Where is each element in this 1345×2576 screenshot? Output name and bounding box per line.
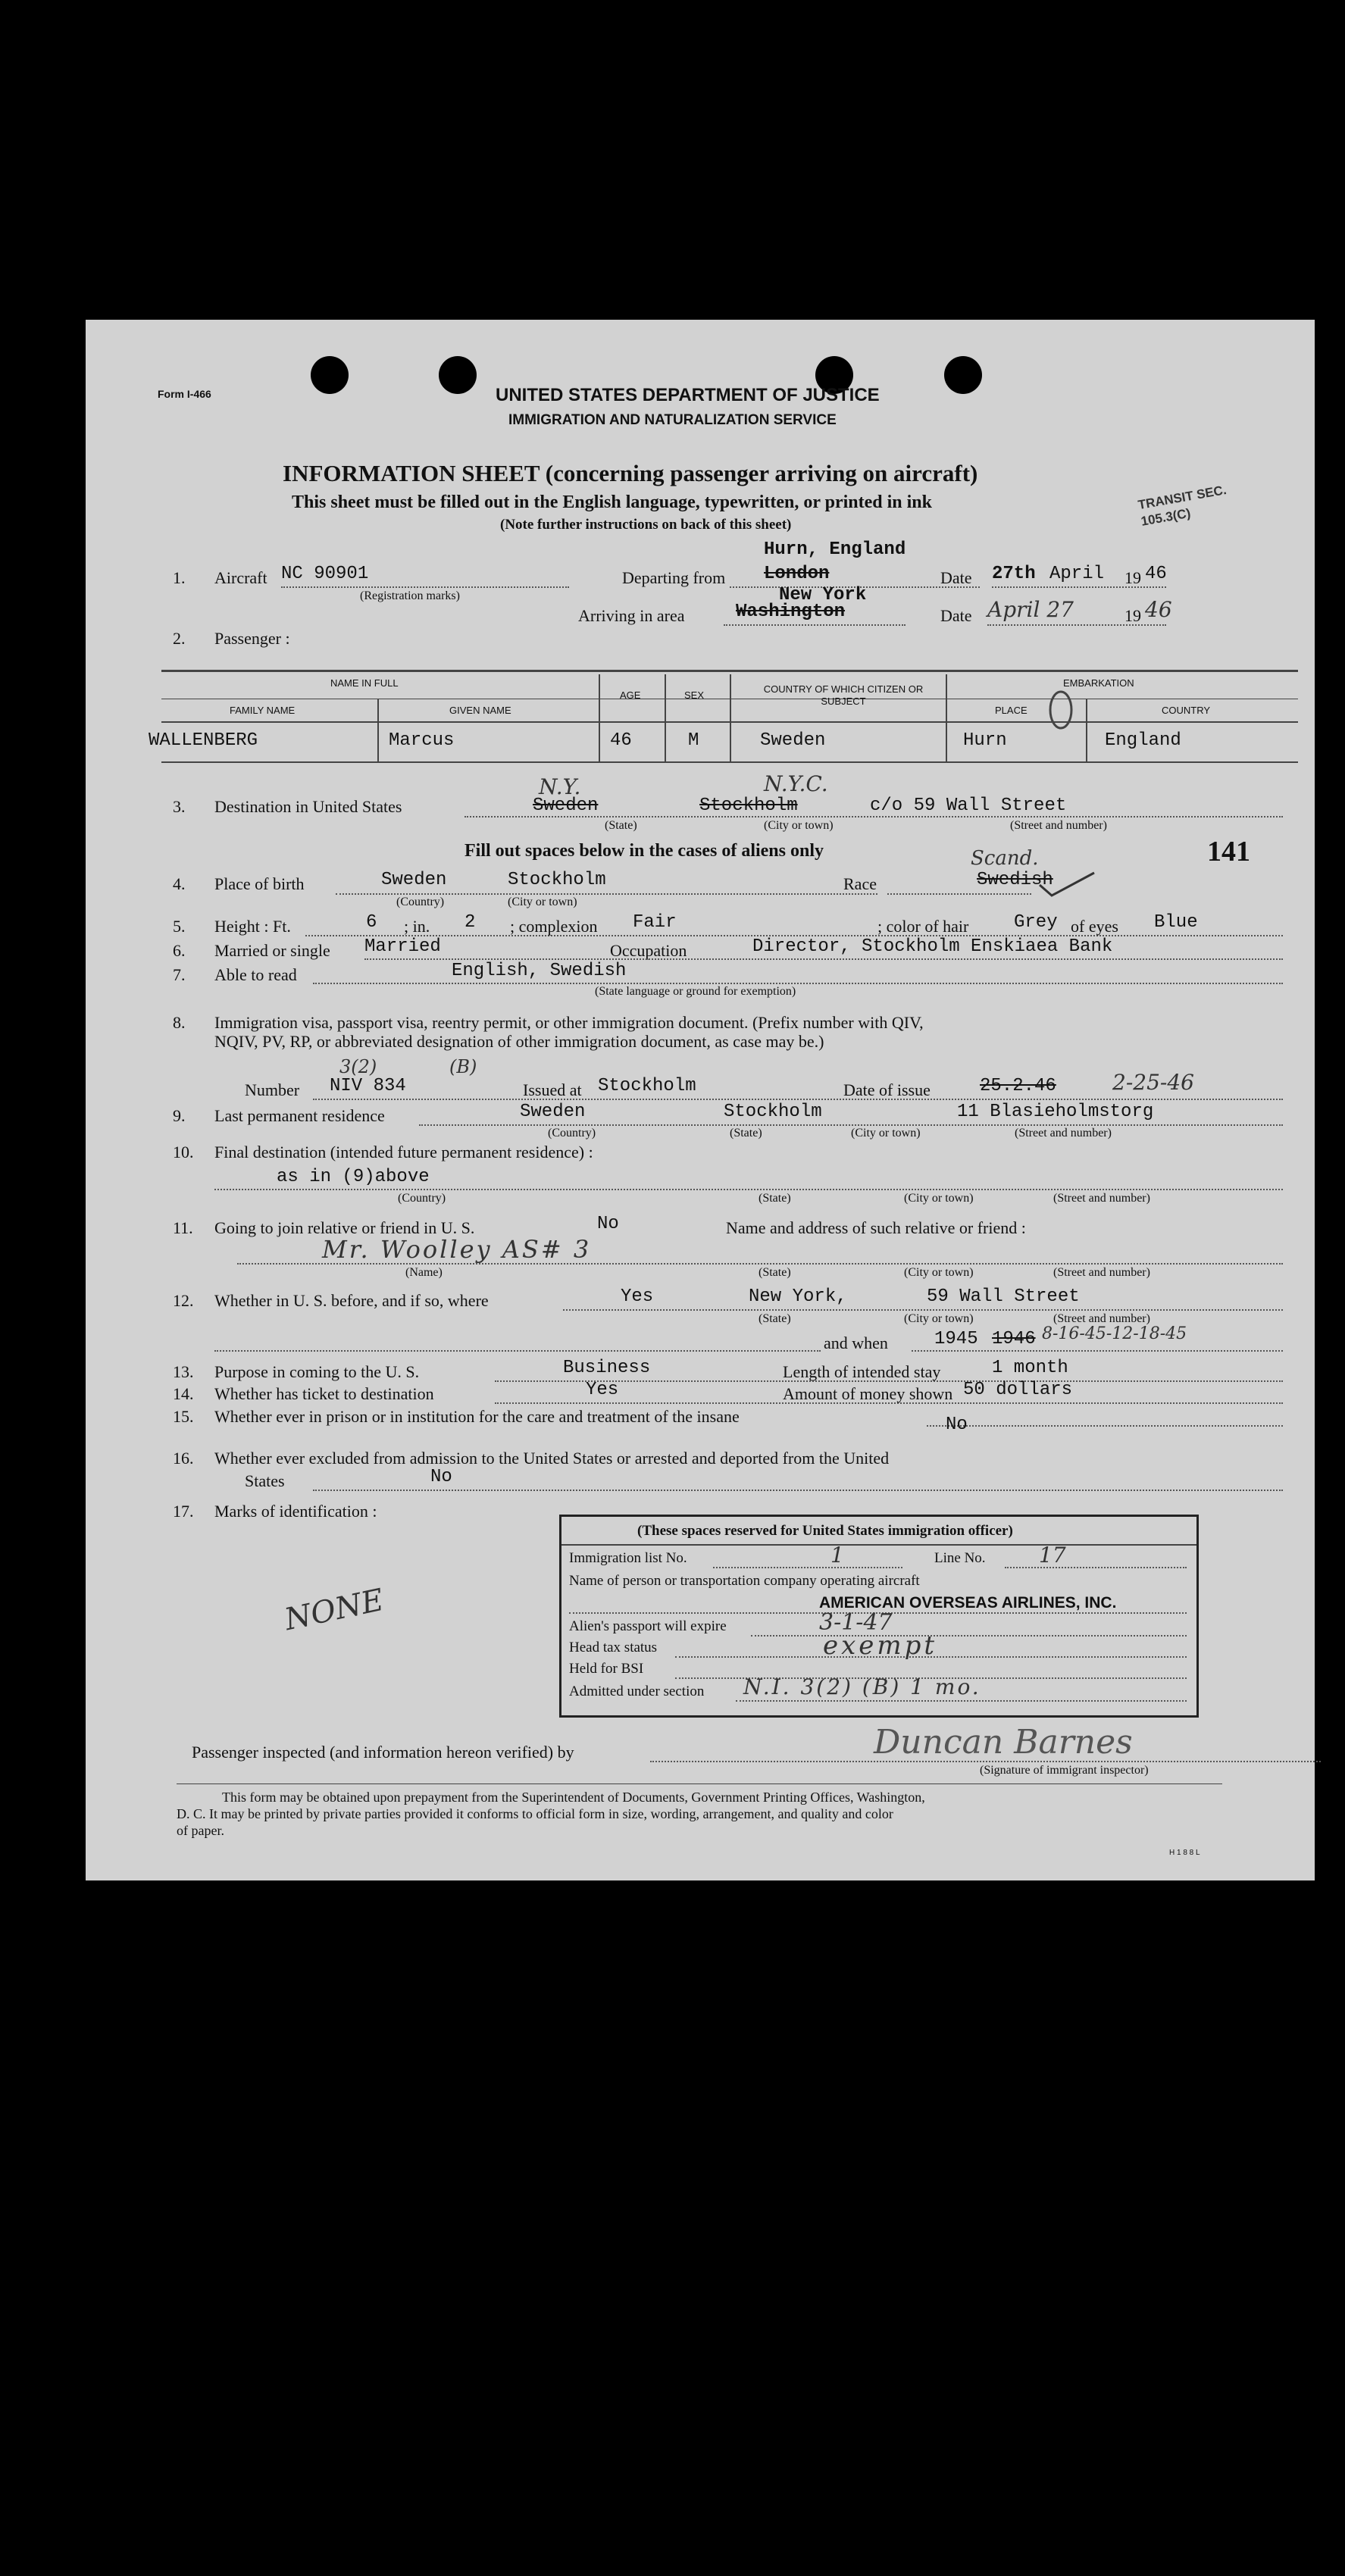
officer-box-title: (These spaces reserved for United States immigration officer) <box>637 1523 1013 1539</box>
arr-date-year: 46 <box>1145 597 1172 622</box>
sheet-title: INFORMATION SHEET (concerning passenger arriving on aircraft) <box>283 460 978 486</box>
item-number: 9. <box>173 1106 186 1125</box>
arriving-struck: Washington <box>736 602 846 622</box>
name-caption: (Name) <box>405 1266 443 1279</box>
item-number: 13. <box>173 1362 194 1381</box>
list-label: Immigration list No. <box>569 1550 687 1566</box>
birth-country-value: Sweden <box>381 870 447 890</box>
sheet-note: (Note further instructions on back of this sheet) <box>500 517 792 533</box>
file-number: 141 <box>1207 836 1250 868</box>
marks-label: Marks of identification : <box>214 1502 377 1521</box>
item-number: 12. <box>173 1291 194 1310</box>
embark-place-value: Hurn <box>963 730 1007 751</box>
service-title: IMMIGRATION AND NATURALIZATION SERVICE <box>508 412 837 428</box>
street-caption: (Street and number) <box>1053 1266 1150 1279</box>
marital-label: Married or single <box>214 941 330 960</box>
residence-label: Last permanent residence <box>214 1106 385 1125</box>
passenger-label: Passenger : <box>214 629 290 648</box>
item-number: 16. <box>173 1449 194 1468</box>
country-caption: (Country) <box>396 896 445 908</box>
height-in: 2 <box>464 912 476 933</box>
complexion-label: ; complexion <box>510 917 598 936</box>
company-label: Name of person or transportation company operating aircraft <box>569 1573 920 1589</box>
check-mark-icon <box>1037 868 1097 899</box>
prior-visit-street: 59 Wall Street <box>927 1286 1080 1307</box>
street-caption: (Street and number) <box>1010 819 1107 832</box>
height-label: Height : Ft. <box>214 917 291 936</box>
destination-label: Destination in United States <box>214 797 402 816</box>
section-value: N.I. 3(2) (B) 1 mo. <box>743 1674 981 1699</box>
height-in-label: ; in. <box>404 917 430 936</box>
item-number: 6. <box>173 941 186 960</box>
prior-visit-label: Whether in U. S. before, and if so, where <box>214 1291 489 1310</box>
dep-date-month: April <box>1049 564 1105 584</box>
height-ft: 6 <box>366 912 377 933</box>
embarkation-header: EMBARKATION <box>1063 677 1134 689</box>
footer-code: H 1 8 8 L <box>1169 1849 1200 1857</box>
read-label: Able to read <box>214 965 297 984</box>
visa-text-1: Immigration visa, passport visa, reentry permit, or other immigration document. (Prefix number with QIV, <box>214 1013 924 1032</box>
departing-value: Hurn, England <box>764 539 906 560</box>
dep-date-year-prefix: 19 <box>1124 568 1141 587</box>
when-hand: 8-16-45-12-18-45 <box>1042 1324 1187 1343</box>
citizen-value: Sweden <box>760 730 826 751</box>
marital-value: Married <box>364 936 441 957</box>
eyes-label: of eyes <box>1071 917 1118 936</box>
dep-date-day: 27th <box>992 564 1036 584</box>
sex-header: SEX <box>684 689 705 701</box>
when-label: and when <box>824 1333 888 1352</box>
money-label: Amount of money shown <box>783 1384 953 1403</box>
inspector-signature: Duncan Barnes <box>874 1723 1133 1762</box>
footer-line-3: of paper. <box>177 1823 224 1838</box>
prior-visit-value: Yes <box>621 1286 654 1307</box>
citizen-header: COUNTRY OF WHICH CITIZEN OR SUBJECT <box>763 683 924 707</box>
country-header: COUNTRY <box>1162 705 1211 716</box>
prison-value: No <box>946 1415 968 1435</box>
punch-hole <box>311 356 349 394</box>
item-number: 4. <box>173 874 186 893</box>
complexion-value: Fair <box>633 912 677 933</box>
visa-issued-label: Issued at <box>523 1080 582 1099</box>
company-value: AMERICAN OVERSEAS AIRLINES, INC. <box>819 1594 1117 1612</box>
aliens-heading: Fill out spaces below in the cases of aliens only <box>464 841 824 861</box>
visa-text-2: NQIV, PV, RP, or abbreviated designation of other immigration document, as case may be.) <box>214 1032 824 1051</box>
officer-box <box>559 1515 1199 1718</box>
country-caption: (Country) <box>548 1127 596 1140</box>
visa-number-value: NIV 834 <box>330 1076 406 1096</box>
item-number: 3. <box>173 797 186 816</box>
inspected-label: Passenger inspected (and information hereon verified) by <box>192 1743 574 1762</box>
item-number: 14. <box>173 1384 194 1403</box>
headtax-label: Head tax status <box>569 1640 658 1655</box>
prior-visit-city: New York, <box>749 1286 847 1307</box>
family-name-value: WALLENBERG <box>149 730 258 751</box>
item-number: 5. <box>173 917 186 936</box>
visa-date-label: Date of issue <box>843 1080 931 1099</box>
occupation-label: Occupation <box>610 941 687 960</box>
state-caption: (State) <box>730 1127 762 1140</box>
arr-date-year-prefix: 19 <box>1124 606 1141 625</box>
aircraft-label: Aircraft <box>214 568 267 587</box>
item-number: 2. <box>173 629 186 648</box>
age-header: AGE <box>620 689 641 701</box>
punch-hole <box>944 356 982 394</box>
when-struck: 1946 <box>992 1329 1036 1349</box>
stay-value: 1 month <box>992 1358 1068 1378</box>
ticket-label: Whether has ticket to destination <box>214 1384 434 1403</box>
street-caption: (Street and number) <box>1015 1127 1112 1140</box>
visa-date-struck: 25.2.46 <box>980 1076 1056 1096</box>
country-caption: (Country) <box>398 1192 446 1205</box>
departing-label: Departing from <box>622 568 726 587</box>
occupation-value: Director, Stockholm Enskiaea Bank <box>752 936 1113 957</box>
expire-label: Alien's passport will expire <box>569 1618 727 1634</box>
dest-city-hand: N.Y.C. <box>764 771 828 796</box>
city-caption: (City or town) <box>851 1127 921 1140</box>
item-number: 1. <box>173 568 186 587</box>
dep-date-label: Date <box>940 568 972 587</box>
transit-stamp: TRANSIT SEC. 105.3(C) <box>1137 482 1228 529</box>
dest-city-struck: Stockholm <box>699 796 798 816</box>
race-hand: Scand. <box>971 847 1039 870</box>
street-caption: (Street and number) <box>1053 1192 1150 1205</box>
eyes-value: Blue <box>1154 912 1198 933</box>
when-year: 1945 <box>934 1329 978 1349</box>
residence-state: Stockholm <box>724 1102 822 1122</box>
item-number: 8. <box>173 1013 186 1032</box>
line-value: 17 <box>1039 1543 1066 1568</box>
item-number: 15. <box>173 1407 194 1426</box>
registration-caption: (Registration marks) <box>360 589 460 602</box>
department-title: UNITED STATES DEPARTMENT OF JUSTICE <box>496 385 880 405</box>
section-label: Admitted under section <box>569 1683 705 1699</box>
city-caption: (City or town) <box>904 1192 974 1205</box>
bsi-label: Held for BSI <box>569 1661 644 1677</box>
money-value: 50 dollars <box>963 1380 1073 1400</box>
final-dest-value: as in (9)above <box>277 1167 430 1187</box>
embark-country-value: England <box>1105 730 1181 751</box>
given-name-header: GIVEN NAME <box>449 705 511 716</box>
list-value: 1 <box>830 1543 844 1568</box>
city-caption: (City or town) <box>904 1312 974 1325</box>
state-caption: (State) <box>605 819 637 832</box>
aircraft-value: NC 90901 <box>281 564 369 584</box>
race-struck: Swedish <box>977 870 1053 890</box>
state-caption: (State) <box>759 1312 791 1325</box>
stay-label: Length of intended stay <box>783 1362 941 1381</box>
state-caption: (State) <box>759 1266 791 1279</box>
visa-number-label: Number <box>245 1080 300 1099</box>
arriving-value: New York <box>779 585 867 605</box>
visa-date-hand: 2-25-46 <box>1112 1070 1194 1095</box>
marks-hand: NONE <box>281 1582 387 1638</box>
item-number: 7. <box>173 965 186 984</box>
excluded-value: No <box>430 1467 452 1487</box>
footer-line-1: This form may be obtained upon prepayment from the Superintendent of Documents, Government Printing Offices, Washington, <box>222 1790 925 1805</box>
purpose-label: Purpose in coming to the U. S. <box>214 1362 420 1381</box>
birth-city-value: Stockholm <box>508 870 606 890</box>
family-name-header: FAMILY NAME <box>230 705 296 716</box>
form-sheet <box>86 320 1315 1880</box>
sex-value: M <box>688 730 699 751</box>
visa-issued-value: Stockholm <box>598 1076 696 1096</box>
race-label: Race <box>843 874 877 893</box>
form-number: Form I-466 <box>158 388 211 400</box>
dest-state-struck: Sweden <box>533 796 599 816</box>
item-number: 11. <box>173 1218 193 1237</box>
residence-street: 11 Blasieholmstorg <box>957 1102 1154 1122</box>
expire-value: 3-1-47 <box>819 1609 893 1636</box>
item-number: 10. <box>173 1143 194 1161</box>
hair-label: ; color of hair <box>877 917 969 936</box>
city-caption: (City or town) <box>764 819 834 832</box>
final-dest-label: Final destination (intended future permanent residence) : <box>214 1143 593 1161</box>
prison-label: Whether ever in prison or in institution for the care and treatment of the insane <box>214 1407 740 1426</box>
ticket-value: Yes <box>586 1380 619 1400</box>
signature-caption: (Signature of immigrant inspector) <box>980 1764 1149 1777</box>
city-caption: (City or town) <box>904 1266 974 1279</box>
relative-address-label: Name and address of such relative or friend : <box>726 1218 1026 1237</box>
birthplace-label: Place of birth <box>214 874 305 893</box>
hair-value: Grey <box>1014 912 1058 933</box>
read-caption: (State language or ground for exemption) <box>595 985 796 998</box>
dest-street-value: c/o 59 Wall Street <box>870 796 1067 816</box>
purpose-value: Business <box>563 1358 651 1378</box>
residence-country: Sweden <box>520 1102 586 1122</box>
age-value: 46 <box>610 730 632 751</box>
place-header: PLACE <box>995 705 1028 716</box>
item-number: 17. <box>173 1502 194 1521</box>
relative-hand: Mr. Woolley AS# 3 <box>322 1235 592 1264</box>
relative-value: No <box>597 1214 619 1234</box>
dep-date-year: 46 <box>1145 564 1167 584</box>
given-name-value: Marcus <box>389 730 455 751</box>
street-caption: (Street and number) <box>1053 1312 1150 1325</box>
excluded-text-2: States <box>245 1471 285 1490</box>
dest-state-hand: N.Y. <box>539 774 581 799</box>
name-in-full-header: NAME IN FULL <box>330 677 399 689</box>
city-caption: (City or town) <box>508 896 577 908</box>
sheet-subtitle: This sheet must be filled out in the English language, typewritten, or printed in ink <box>292 492 932 512</box>
read-value: English, Swedish <box>452 961 627 981</box>
headtax-value: exempt <box>823 1630 938 1661</box>
hand-mark-icon <box>1042 683 1080 736</box>
state-caption: (State) <box>759 1192 791 1205</box>
departing-struck: London <box>764 564 830 584</box>
relative-label: Going to join relative or friend in U. S. <box>214 1218 475 1237</box>
arr-date-label: Date <box>940 606 972 625</box>
line-label: Line No. <box>934 1550 986 1566</box>
excluded-text-1: Whether ever excluded from admission to the United States or arrested and deported from the United <box>214 1449 890 1468</box>
footer-line-2: D. C. It may be printed by private parties provided it conforms to official form in size, wording, arrangement, and quality and color <box>177 1806 893 1821</box>
punch-hole <box>439 356 477 394</box>
visa-hand-a: 3(2) <box>339 1056 377 1077</box>
arriving-label: Arriving in area <box>578 606 685 625</box>
visa-hand-b: (B) <box>449 1056 477 1077</box>
arr-date-value: April 27 <box>987 597 1074 622</box>
